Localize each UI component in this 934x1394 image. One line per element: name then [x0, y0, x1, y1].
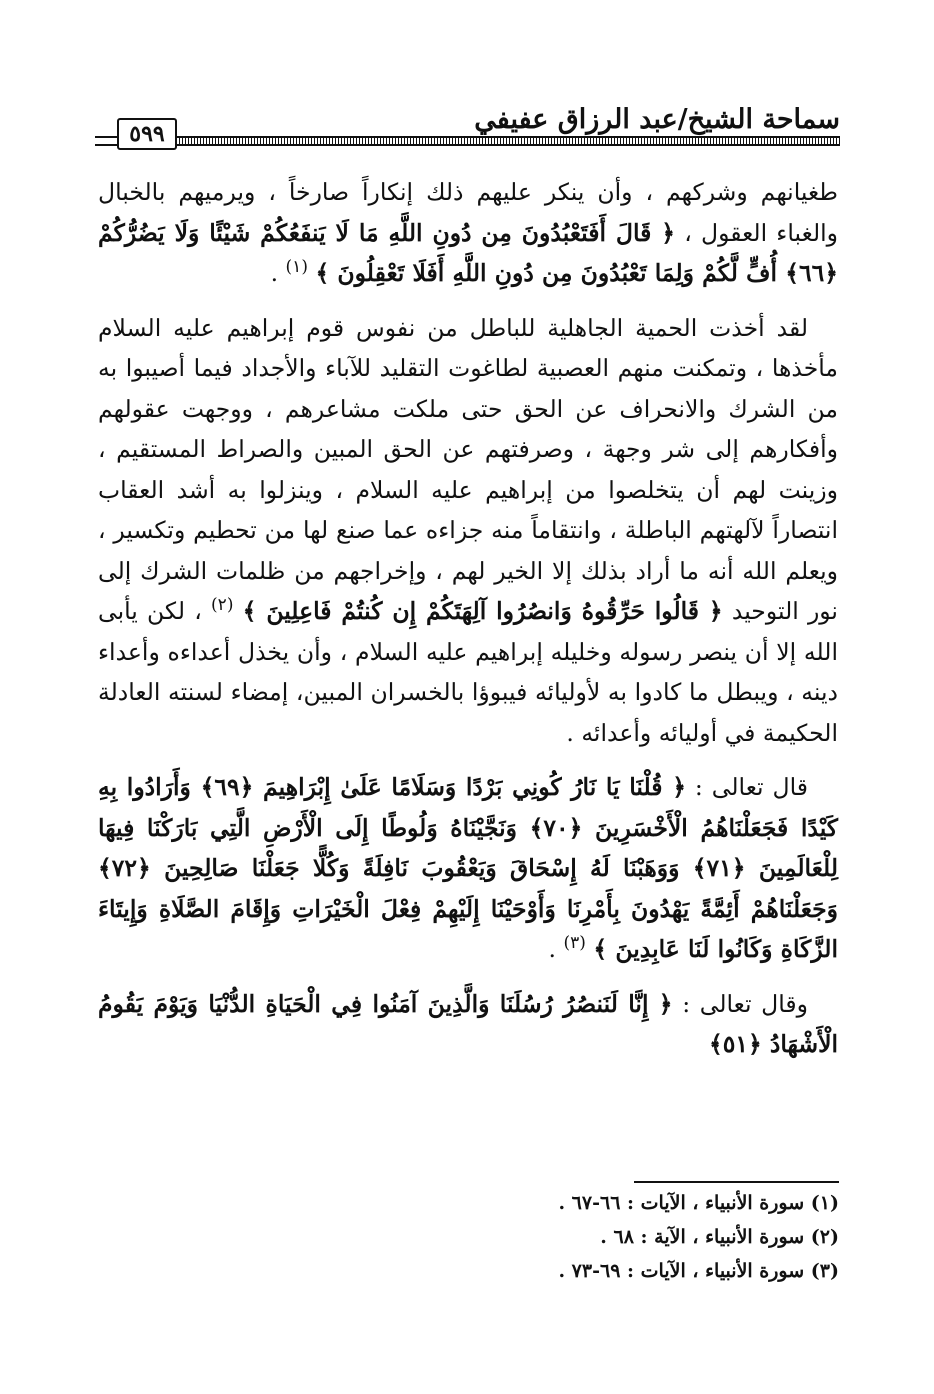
- footnote-3: (٣) سورة الأنبياء ، الآيات : ٦٩-٧٣ .: [558, 1260, 839, 1282]
- paragraph-1-text: طغيانهم وشركهم ، وأن ينكر عليهم ذلك إنكاراً صارخاً ، ويرميهم بالخبال والغباء العقول ،: [98, 178, 838, 247]
- footnote-ref-1: (١): [285, 257, 308, 278]
- paragraph-3: [98, 767, 838, 970]
- paragraph-1-end: .: [270, 259, 279, 287]
- footnote-ref-3: (٣): [563, 933, 586, 954]
- paragraph-4-intro: وقال تعالى :: [672, 989, 808, 1018]
- footnote-ref-2: (٢): [211, 595, 234, 616]
- quran-quote-2: ﴿ قَالُوا حَرِّقُوهُ وَانصُرُوا آلِهَتَكُمْ إِن كُنتُمْ فَاعِلِينَ ﴾: [242, 597, 723, 625]
- page-header: [95, 100, 840, 150]
- paragraph-2-text-b: ، لكن يأبى الله إلا أن ينصر رسوله وخليله إبراهيم عليه السلام ، وأن يخذل أعداءه وأعداء دينه ، ويبطل ما كادوا به لأوليائه فيبوؤا بالخسران المبين، إمضاء لسنته العادلة الحكيمة في أوليائه وأعدائه .: [98, 597, 838, 747]
- paragraph-2-text: لقد أخذت الحمية الجاهلية للباطل من نفوس قوم إبراهيم عليه السلام مأخذها ، وتمكنت منهم العصبية لطاغوت التقليد للآباء والأجداد فيما أصيبوا به من الشرك والانحراف عن الحق حتى ملكت مشاعرهم ، ووجهت عقولهم وأفكارهم إلى شر وجهة ، وصرفتهم عن الحق المبين والصراط المستقيم ، وزينت لهم أن يتخلصوا من إبراهيم عليه السلام ، وينزلوا به أشد العقاب انتصاراً لآلهتهم الباطلة ، وانتقاماً منه جزاءه عما صنع لها من تحطيم وتكسير ، ويعلم الله أنه ما أراد بذلك إلا الخير لهم ، وإخراجهم من ظلمات الشرك إلى نور التوحيد: [98, 313, 838, 625]
- page-number: ٥٩٩: [117, 118, 177, 150]
- header-rule: [173, 136, 840, 146]
- running-title: سماحة الشيخ/عبد الرزاق عفيفي: [474, 104, 840, 135]
- footnotes: [339, 1186, 839, 1288]
- quran-quote-3: ﴿ قُلْنَا يَا نَارُ كُونِي بَرْدًا وَسَلَامًا عَلَىٰ إِبْرَاهِيمَ ﴿٦٩﴾ وَأَرَادُوا بِهِ كَيْدًا فَجَعَلْنَاهُمُ الْأَخْسَرِينَ ﴿٧٠﴾ وَنَجَّيْنَاهُ وَلُوطًا إِلَى الْأَرْضِ الَّتِي بَارَكْنَا فِيهَا لِلْعَالَمِينَ ﴿٧١﴾ وَوَهَبْنَا لَهُ إِسْحَاقَ وَيَعْقُوبَ نَافِلَةً وَكُلًّا جَعَلْنَا صَالِحِينَ ﴿٧٢﴾ وَجَعَلْنَاهُمْ أَئِمَّةً يَهْدُونَ بِأَمْرِنَا وَأَوْحَيْنَا إِلَيْهِمْ فِعْلَ الْخَيْرَاتِ وَإِقَامَ الصَّلَاةِ وَإِيتَاءَ الزَّكَاةِ وَكَانُوا لَنَا عَابِدِينَ ﴾: [98, 773, 838, 963]
- quran-quote-4: ﴿ إِنَّا لَنَنصُرُ رُسُلَنَا وَالَّذِينَ آمَنُوا فِي الْحَيَاةِ الدُّنْيَا وَيَوْمَ يَقُومُ الْأَشْهَادُ ﴿٥١﴾: [98, 989, 838, 1058]
- paragraph-4: [98, 984, 838, 1065]
- footnote-1: (١) سورة الأنبياء ، الآيات : ٦٦-٦٧ .: [558, 1192, 839, 1214]
- paragraph-3-end: .: [548, 935, 556, 963]
- footnote-separator: [634, 1181, 839, 1183]
- body-text: [98, 172, 838, 1079]
- paragraph-2: [98, 308, 838, 754]
- header-rule-left: [95, 136, 117, 146]
- paragraph-1: [98, 172, 838, 294]
- paragraph-3-intro: قال تعالى :: [685, 773, 808, 801]
- quran-quote-1: ﴿ قَالَ أَفَتَعْبُدُونَ مِن دُونِ اللَّهِ مَا لَا يَنفَعُكُمْ شَيْئًا وَلَا يَضُرُّكُمْ ﴿٦٦﴾ أُفٍّ لَّكُمْ وَلِمَا تَعْبُدُونَ مِن دُونِ اللَّهِ أَفَلَا تَعْقِلُونَ ﴾: [98, 218, 838, 287]
- footnote-2: (٢) سورة الأنبياء ، الآية : ٦٨ .: [600, 1226, 839, 1248]
